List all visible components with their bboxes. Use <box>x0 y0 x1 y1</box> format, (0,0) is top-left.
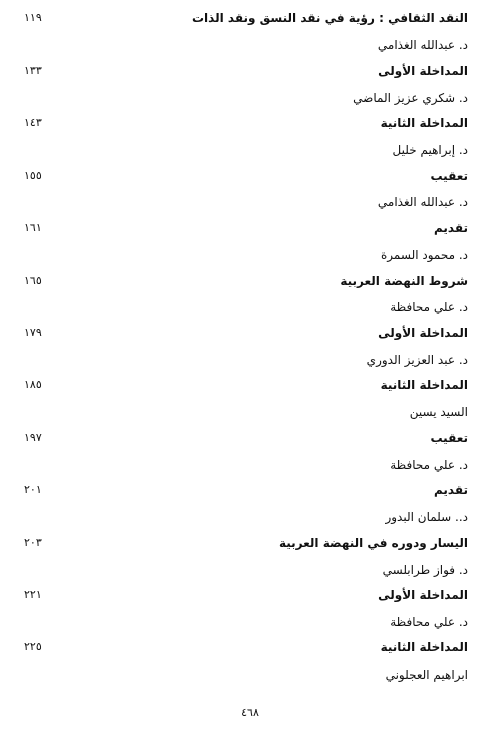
entry-title: شروط النهضة العربية <box>340 274 468 288</box>
entry-page-number: ١٣٣ <box>24 64 42 77</box>
entry-author: د.. سلمان البدور <box>385 510 468 524</box>
entry-title: المداخلة الأولى <box>378 64 468 78</box>
entry-author: د. علي محافظة <box>390 300 468 314</box>
toc-entry <box>24 640 468 664</box>
entry-author: د. عبدالله الغذامي <box>377 38 468 52</box>
toc-entry <box>24 431 468 455</box>
page-number-footer: ٤٦٨ <box>241 706 259 719</box>
entry-title: تقديم <box>434 483 468 497</box>
toc-entry <box>24 64 468 88</box>
toc-entry <box>24 483 468 507</box>
entry-title: تقديم <box>434 221 468 235</box>
entry-author: ابراهيم العجلوني <box>385 668 468 682</box>
entry-page-number: ١٥٥ <box>24 169 42 182</box>
entry-author: د. علي محافظة <box>390 615 468 629</box>
entry-title: المداخلة الثانية <box>380 116 468 130</box>
entry-author: د. علي محافظة <box>390 458 468 472</box>
entry-author: د. محمود السمرة <box>381 248 468 262</box>
toc-entry <box>24 274 468 298</box>
entry-title: النقد الثقافي : رؤية في نقد النسق ونقد الذات <box>192 11 468 25</box>
entry-page-number: ٢٢١ <box>24 588 42 601</box>
entry-page-number: ١٦١ <box>24 221 42 234</box>
entry-page-number: ٢٠١ <box>24 483 42 496</box>
entry-page-number: ١٨٥ <box>24 378 42 391</box>
entry-author: د. شكري عزيز الماضي <box>353 91 468 105</box>
entry-page-number: ١٧٩ <box>24 326 42 339</box>
toc-entry <box>24 116 468 140</box>
entry-author: د. عبدالله الغذامي <box>377 195 468 209</box>
entry-title: المداخلة الثانية <box>380 640 468 654</box>
entry-author: د. إبراهيم خليل <box>392 143 468 157</box>
toc-entry <box>24 169 468 193</box>
toc-entry <box>24 221 468 245</box>
entry-author: السيد يسين <box>409 405 468 419</box>
toc-entry <box>24 326 468 350</box>
entry-title: المداخلة الأولى <box>378 326 468 340</box>
entry-author: د. عبد العزيز الدوري <box>366 353 468 367</box>
entry-page-number: ١١٩ <box>24 11 42 24</box>
entry-page-number: ١٦٥ <box>24 274 42 287</box>
entry-title: تعقيب <box>430 169 468 183</box>
toc-entry <box>24 11 468 35</box>
entry-title: المداخلة الثانية <box>380 378 468 392</box>
entry-page-number: ٢٢٥ <box>24 640 42 653</box>
toc-entry <box>24 536 468 560</box>
entry-page-number: ٢٠٣ <box>24 536 42 549</box>
entry-page-number: ١٤٣ <box>24 116 42 129</box>
entry-page-number: ١٩٧ <box>24 431 42 444</box>
entry-title: اليسار ودوره في النهضة العربية <box>279 536 468 550</box>
entry-title: تعقيب <box>430 431 468 445</box>
toc-entry <box>24 378 468 402</box>
entry-title: المداخلة الأولى <box>378 588 468 602</box>
toc-entry <box>24 588 468 612</box>
entry-author: د. فواز طرابلسي <box>382 563 468 577</box>
